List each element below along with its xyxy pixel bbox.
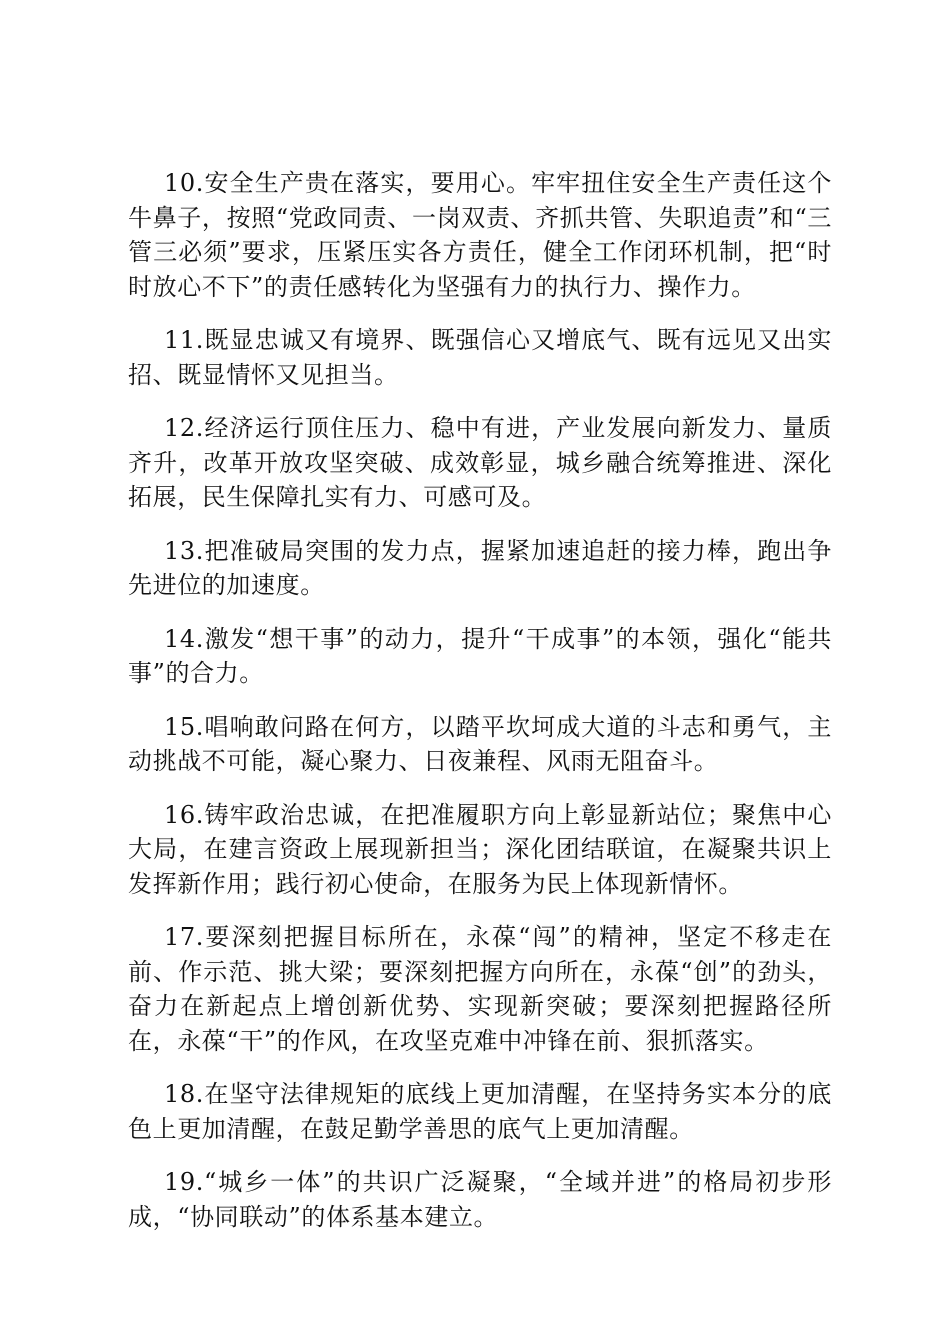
paragraph-16: 16.铸牢政治忠诚，在把准履职方向上彰显新站位；聚焦中心大局，在建言资政上展现新担当；深化团结联谊，在凝聚共识上发挥新作用；践行初心使命，在服务为民上体现新情怀。 — [128, 800, 832, 898]
paragraph-10: 10.安全生产贵在落实，要用心。牢牢扭住安全生产责任这个牛鼻子，按照“党政同责、一岗双责、齐抓共管、失职追责”和“三管三必须”要求，压紧压实各方责任，健全工作闭环机制，把“时时放心不下”的责任感转化为坚强有力的执行力、操作力。 — [128, 169, 832, 301]
paragraph-12: 12.经济运行顶住压力、稳中有进，产业发展向新发力、量质齐升，改革开放攻坚突破、成效彰显，城乡融合统筹推进、深化拓展，民生保障扎实有力、可感可及。 — [128, 414, 832, 511]
paragraph-14: 14.激发“想干事”的动力，提升“干成事”的本领，强化“能共事”的合力。 — [128, 624, 832, 687]
paragraph-13: 13.把准破局突围的发力点，握紧加速追赶的接力棒，跑出争先进位的加速度。 — [128, 536, 832, 599]
paragraph-19: 19.“城乡一体”的共识广泛凝聚，“全域并进”的格局初步形成，“协同联动”的体系基本建立。 — [128, 1168, 832, 1231]
paragraph-15: 15.唱响敢问路在何方，以踏平坎坷成大道的斗志和勇气，主动挑战不可能，凝心聚力、日夜兼程、风雨无阻奋斗。 — [128, 712, 832, 775]
paragraph-11: 11.既显忠诚又有境界、既强信心又增底气、既有远见又出实招、既显情怀又见担当。 — [128, 326, 832, 389]
document-body — [128, 166, 832, 1253]
paragraph-17: 17.要深刻把握目标所在，永葆“闯”的精神，坚定不移走在前、作示范、挑大梁；要深刻把握方向所在，永葆“创”的劲头，奋力在新起点上增创新优势、实现新突破；要深刻把握路径所在，永葆“干”的作风，在攻坚克难中冲锋在前、狠抓落实。 — [128, 923, 832, 1055]
paragraph-18: 18.在坚守法律规矩的底线上更加清醒，在坚持务实本分的底色上更加清醒，在鼓足勤学善思的底气上更加清醒。 — [128, 1080, 832, 1143]
